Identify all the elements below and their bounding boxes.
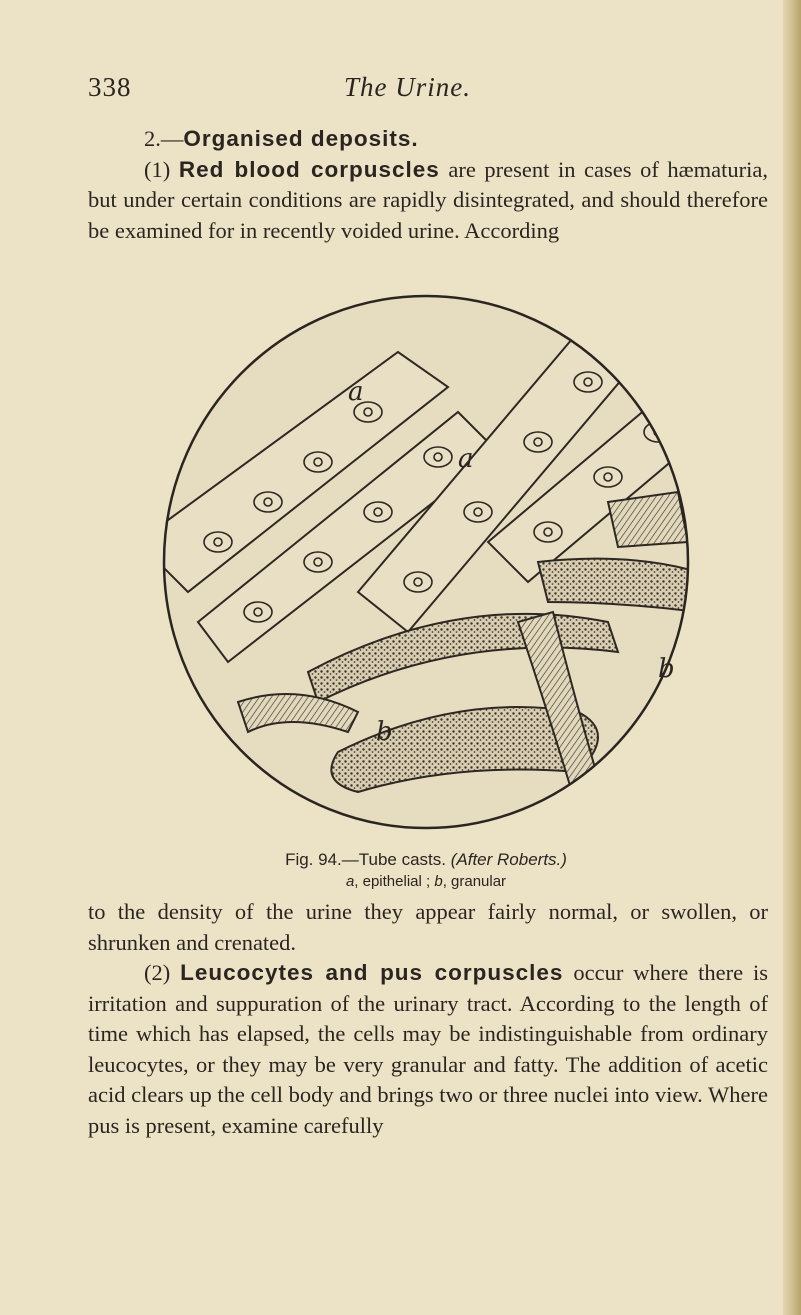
figure-tube-casts [158, 292, 694, 838]
page-number: 338 [88, 72, 132, 102]
legend-b-letter: b [434, 873, 443, 890]
section-heading [88, 124, 768, 155]
legend-a-letter: a [345, 873, 355, 890]
label-b-2: b [376, 717, 393, 747]
page-edge [783, 0, 801, 1315]
item2-number: (2) [144, 960, 171, 985]
label-a-2: a [458, 444, 474, 474]
section-text-bottom [88, 897, 768, 1141]
caption-source: (After Roberts.) [450, 850, 567, 869]
item2-title: Leucocytes and pus corpuscles [180, 960, 564, 985]
paragraph-leucocytes [88, 958, 768, 1141]
item1-text: are present in cases of hæmaturia, but under certain conditions are rapidly disintegrated, and should therefore be examined for in recently voided urine. According [88, 156, 768, 243]
paragraph-continuation: to the density of the urine they appear fairly normal, or swollen, or shrunken and crenated. [88, 899, 768, 955]
section-title: Organised deposits. [183, 126, 419, 151]
item1-title: Red blood corpuscles [178, 156, 440, 182]
label-b-1: b [658, 654, 675, 684]
caption-fig: Fig. 94.—Tube casts. [285, 850, 446, 869]
legend-a-text: , epithelial ; [354, 873, 431, 890]
legend-b-text: , granular [442, 873, 507, 890]
tube-casts-illustration [158, 292, 694, 838]
page-header [88, 72, 768, 112]
paragraph-red-blood [88, 155, 768, 247]
section-text-top [88, 124, 768, 246]
label-a-1: a [348, 377, 364, 407]
item2-text: occur where there is irritation and suppuration of the urinary tract. According to the length of time which has elapsed, the cells may be indistinguishable from ordinary leucocytes, or they may be very granular and fatty. The addition of acetic acid clears up the cell body and brings two or three nuclei into view. Where pus is present, examine carefully [88, 960, 768, 1138]
figure-caption [158, 850, 694, 870]
item1-number: (1) [144, 156, 171, 182]
figure-legend [158, 873, 694, 890]
section-number: 2.— [144, 126, 184, 151]
running-title: The Urine. [344, 72, 471, 102]
